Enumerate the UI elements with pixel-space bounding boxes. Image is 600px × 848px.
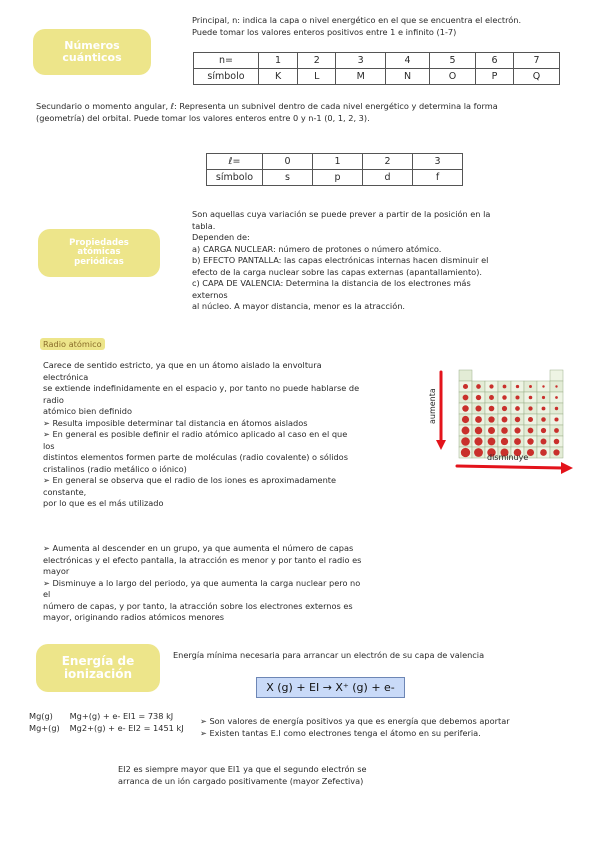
ionizacion-badge [36,644,160,692]
atom-sphere [474,437,482,445]
element-cell [550,370,563,381]
atom-sphere [462,405,469,412]
atom-sphere [529,385,532,388]
periodic-table-grid [459,370,563,458]
atom-sphere [528,406,532,410]
n-symbol: N [386,69,430,85]
atom-sphere [489,406,495,412]
atom-sphere [476,395,481,400]
atom-sphere [528,428,534,434]
text-line: radio [43,394,64,405]
radio-text-2 [43,543,361,624]
text-line: c) CAPA DE VALENCIA: Determina la distancia de los electrones más [192,278,471,288]
l-table-header-label: ℓ= [207,154,263,170]
atom-sphere [542,385,544,387]
secundario-text [36,101,498,124]
atom-sphere [503,385,507,389]
text-line: distintos elementos formen parte de moléculas (radio covalente) o sólidos [43,452,348,462]
atom-sphere [463,395,469,401]
text-line: ➢ Aumenta al descender en un grupo, ya que aumenta el número de capas [43,543,354,553]
n-table [193,52,560,85]
l-table-symbol-label: símbolo [207,170,263,186]
example-row [29,723,184,735]
text-line: mayor, originando radios atómicos menores [43,612,225,622]
atom-sphere [488,427,495,434]
badge-line: Energía de [61,653,135,668]
atom-sphere [474,448,483,457]
ionizacion-formula: X (g) + EI → X⁺ (g) + e- [256,677,405,698]
example-species: Mg(g) [29,711,53,721]
atom-sphere [542,396,545,399]
n-table-header-label: n= [194,53,259,69]
atom-sphere [489,384,493,388]
atom-sphere [554,439,560,445]
aumenta-label: aumenta [428,388,437,424]
n-value: 3 [336,53,386,69]
text-line: al núcleo. A mayor distancia, menor es la atracción. [192,301,405,311]
atom-sphere [515,395,519,399]
principal-text [192,15,521,38]
n-symbol: Q [514,69,560,85]
ionizacion-note [118,764,367,787]
atom-sphere [542,407,546,411]
atom-sphere [515,406,520,411]
text-line: ➢ Existen tantas E.I como electrones tenga el átomo en su periferia. [200,727,481,738]
atom-sphere [462,427,470,435]
atom-sphere [475,405,481,411]
text-line: Carece de sentido estricto, ya que en un átomo aislado la envoltura [43,360,322,370]
n-symbol: M [336,69,386,85]
l-symbol: p [313,170,363,186]
atom-sphere [463,384,468,389]
l-value: 1 [313,154,363,170]
text-line: b) EFECTO PANTALLA: las capas electrónicas internas hacen disminuir el [192,255,489,265]
n-table-symbol-label: símbolo [194,69,259,85]
radio-heading-label: Radio atómico [40,338,105,350]
n-symbol: P [475,69,513,85]
atom-sphere [502,417,508,423]
example-reaction: Mg2+(g) + e- EI2 = 1451 kJ [69,722,184,733]
text-line: arranca de un ión cargado positivamente (mayor Zefectiva) [118,775,364,786]
n-value: 4 [386,53,430,69]
radio-text-1 [43,360,359,510]
atom-sphere [502,406,507,411]
l-symbol: s [263,170,313,186]
numeros-cuanticos-badge [33,29,151,75]
text-line: número de capas, y por tanto, la atracción sobre los electrones externos es [43,600,353,611]
atom-sphere [555,385,557,387]
text-line: ➢ Disminuye a lo largo del periodo, ya que aumenta la carga nuclear pero no [43,577,361,588]
text-line: (geometría) del orbital. Puede tomar los valores enteros entre 0 y n-1 (0, 1, 2, 3). [36,112,370,123]
element-cell [459,370,472,381]
n-symbol: O [430,69,476,85]
ionizacion-examples [29,711,184,734]
text-line: atómico bien definido [43,406,132,416]
text-line: externos [192,289,228,300]
badge-line: ionización [63,667,133,681]
atom-sphere [514,427,520,433]
text-line: electrónica [43,371,89,382]
text-line: Dependen de: [192,232,250,242]
text-line: se extiende indefinidamente en el espacio y, por tanto no puede hablarse de [43,383,360,393]
text-line: constante, [43,486,87,497]
horizontal-arrow [457,466,563,468]
atom-sphere [461,437,470,446]
badge-line: Propiedades [69,237,129,248]
ionizacion-definition: Energía mínima necesaria para arrancar un electrón de su capa de valencia [173,650,485,660]
text-line: ➢ En general es posible definir el radio atómico aplicado al caso en el que [43,429,348,439]
propiedades-text [192,209,537,313]
text-line: el [43,589,51,599]
example-row [29,711,184,723]
atom-sphere [501,438,508,445]
atom-sphere [476,384,481,389]
badge-line: atómicas [77,247,121,258]
atom-sphere [489,395,494,400]
atom-sphere [502,395,506,399]
n-value: 5 [430,53,476,69]
text-line: ➢ En general se observa que el radio de los iones es aproximadamente [43,475,337,485]
atom-sphere [488,438,496,446]
radio-heading [40,339,105,349]
atom-sphere [527,438,533,444]
atom-sphere [514,438,521,445]
text-line: mayor [43,566,70,576]
l-value: 0 [263,154,313,170]
vertical-arrow-head [436,440,446,450]
text-line: tabla. [192,220,216,231]
text-line: Son aquellas cuya variación se puede prever a partir de la posición en la [192,209,491,219]
n-value: 7 [514,53,560,69]
example-species: Mg+(g) [29,722,60,733]
atom-sphere [541,439,547,445]
atom-sphere [528,417,533,422]
atom-sphere [541,428,546,433]
ionizacion-bullets [200,716,510,739]
atom-sphere [488,416,494,422]
disminuye-label: disminuye [487,453,529,462]
propiedades-badge [38,229,160,277]
text-line: por lo que es el más utilizado [43,498,164,508]
n-value: 1 [259,53,298,69]
atom-sphere [554,417,558,421]
text-line: Puede tomar los valores enteros positivos entre 1 e infinito (1-7) [192,26,457,37]
atom-sphere [515,417,520,422]
atom-sphere [540,449,547,456]
l-value: 3 [413,154,463,170]
text-line: ➢ Son valores de energía positivos ya que es energía que debemos aportar [200,716,510,726]
n-value: 6 [475,53,513,69]
atom-sphere [475,427,482,434]
periodic-table-figure [427,362,575,474]
text-line: electrónicas y el efecto pantalla, la atracción es menor y por tanto el radio es [43,554,362,565]
atom-sphere [555,396,558,399]
badge-line: Números [64,38,120,52]
atom-sphere [501,427,508,434]
atom-sphere [553,449,559,455]
n-value: 2 [298,53,336,69]
atom-sphere [541,417,546,422]
atom-sphere [555,407,558,410]
badge-line: periódicas [74,256,124,267]
atom-sphere [462,416,469,423]
text-line: a) CARGA NUCLEAR: número de protones o número atómico. [192,243,442,254]
text-line: Principal, n: indica la capa o nivel energético en el que se encuentra el electrón. [192,15,522,25]
atom-sphere [554,428,559,433]
text-line: cristalinos (radio metálico o iónico) [43,463,187,474]
n-symbol: K [259,69,298,85]
atom-sphere [516,385,519,388]
text-line: los [43,440,55,451]
text-line: Secundario o momento angular, ℓ: Representa un subnivel dentro de cada nivel energético y determina la forma [36,101,498,111]
n-symbol: L [298,69,336,85]
example-reaction: Mg+(g) + e- EI1 = 738 kJ [69,711,174,721]
badge-line: cuánticos [62,51,122,64]
atom-sphere [461,448,470,457]
l-value: 2 [363,154,413,170]
l-symbol: d [363,170,413,186]
l-symbol: f [413,170,463,186]
text-line: EI2 es siempre mayor que EI1 ya que el segundo electrón se [118,764,367,774]
text-line: ➢ Resulta imposible determinar tal distancia en átomos aislados [43,417,308,428]
atom-sphere [529,396,533,400]
text-line: efecto de la carga nuclear sobre las capas externas (apantallamiento). [192,266,482,277]
horizontal-arrow-head [561,462,573,474]
l-table [206,153,463,186]
atom-sphere [475,416,482,423]
